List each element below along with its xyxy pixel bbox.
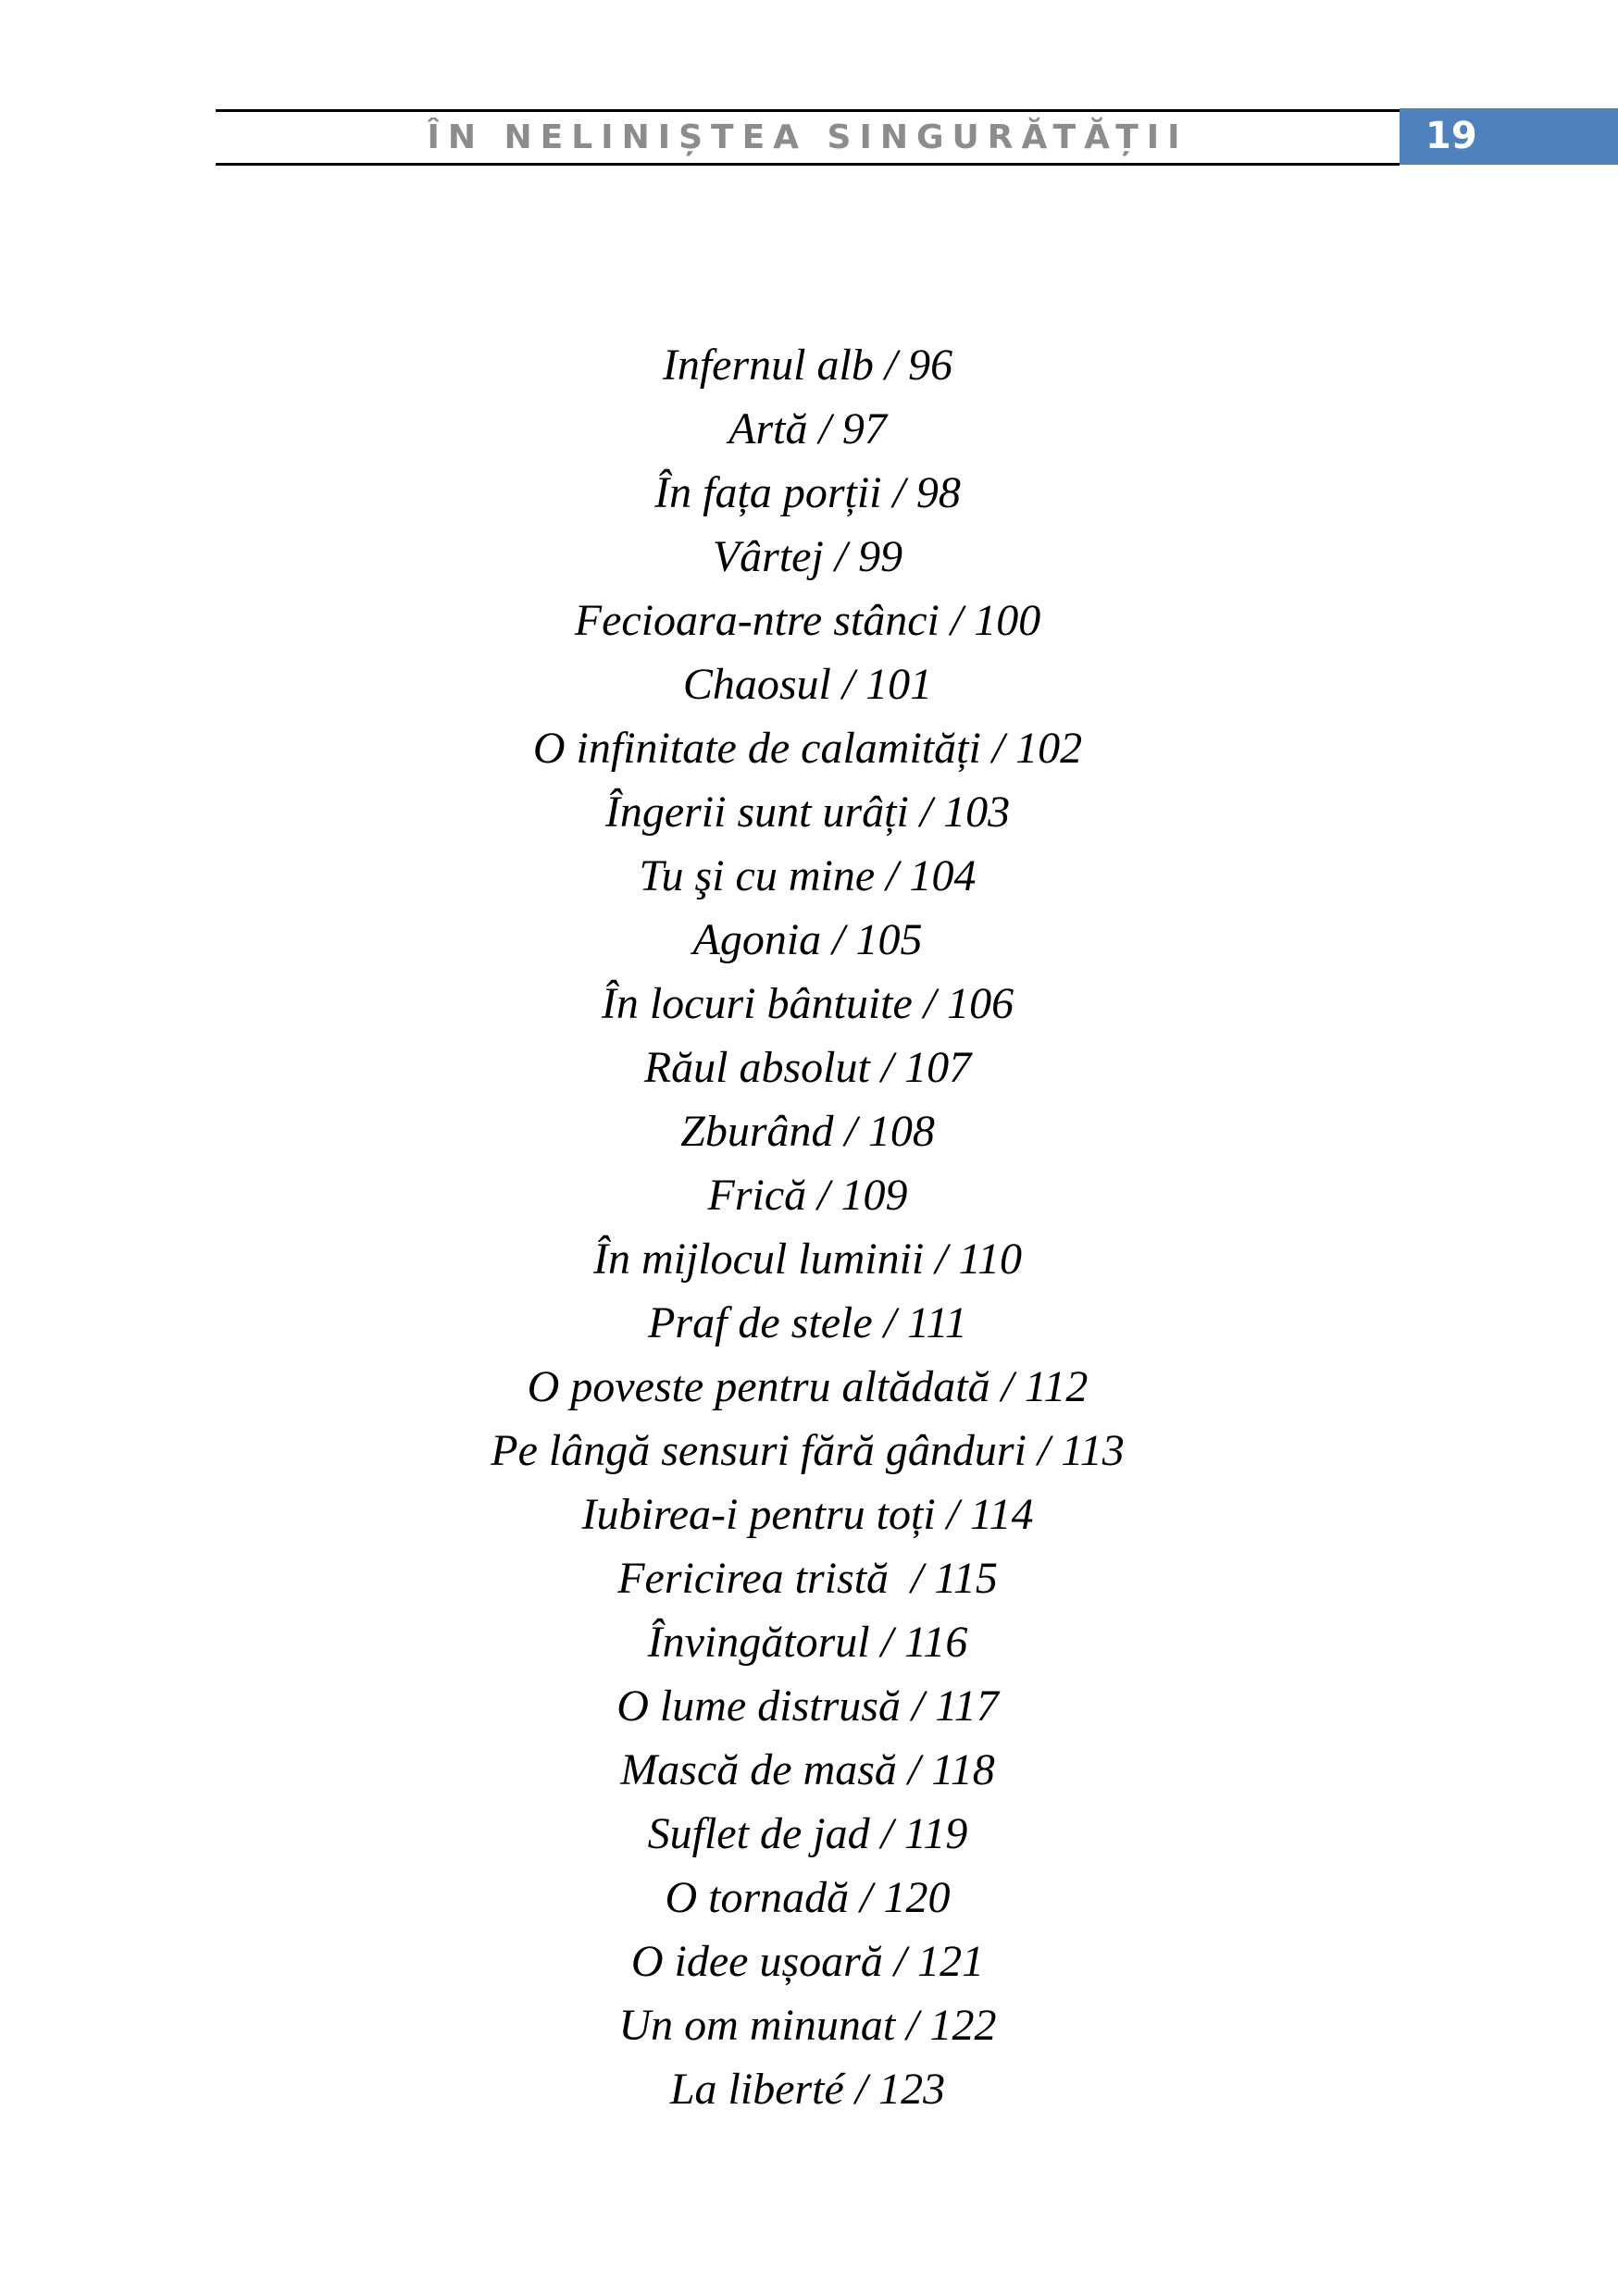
toc-entry: Fericirea tristă / 115: [617, 1554, 998, 1603]
toc-entry: Pe lângă sensuri fără gânduri / 113: [491, 1426, 1125, 1475]
toc-entry: Suflet de jad / 119: [647, 1809, 968, 1858]
toc-entry: O infinitate de calamități / 102: [532, 724, 1083, 773]
toc-entry: Învingătorul / 116: [647, 1618, 968, 1667]
toc-entry: Infernul alb / 96: [662, 341, 953, 390]
page-number-box: [1400, 108, 1618, 165]
running-title: ÎN NELINIȘTEA SINGURĂTĂȚII: [427, 118, 1189, 156]
toc-entry: Un om minunat / 122: [618, 2001, 997, 2050]
toc-entry: Vârtej / 99: [712, 532, 903, 581]
toc-entry: Praf de stele / 111: [648, 1298, 967, 1347]
toc-entry: În mijlocul luminii / 110: [592, 1235, 1023, 1284]
toc-entry: O tornadă / 120: [665, 1873, 951, 1922]
toc-entry: Agonia / 105: [692, 915, 923, 964]
toc-entry: Zburând / 108: [680, 1107, 935, 1156]
toc-entry: O poveste pentru altădată / 112: [527, 1362, 1089, 1411]
table-of-contents: [216, 333, 1400, 2121]
toc-entry: Îngerii sunt urâți / 103: [604, 788, 1011, 837]
toc-entry: O lume distrusă / 117: [616, 1682, 999, 1731]
toc-entry: Tu şi cu mine / 104: [639, 851, 977, 900]
page-number: 19: [1425, 115, 1477, 157]
header-bottom-rule: [216, 163, 1400, 166]
toc-entry: Răul absolut / 107: [643, 1043, 972, 1092]
toc-entry: Chaosul / 101: [682, 660, 933, 709]
toc-entry: În locuri bântuite / 106: [601, 979, 1014, 1028]
toc-entry: Fecioara-ntre stânci / 100: [574, 596, 1041, 645]
toc-entry: În fața porții / 98: [654, 468, 961, 517]
toc-entry: La liberté / 123: [669, 2065, 946, 2114]
toc-entry: O idee ușoară / 121: [630, 1937, 985, 1986]
toc-entry: Artă / 97: [728, 404, 887, 453]
toc-entry: Mască de masă / 118: [620, 1745, 995, 1794]
toc-entry: Frică / 109: [707, 1171, 908, 1220]
toc-entry: Iubirea-i pentru toți / 114: [581, 1490, 1034, 1539]
header-top-rule: [216, 109, 1400, 112]
